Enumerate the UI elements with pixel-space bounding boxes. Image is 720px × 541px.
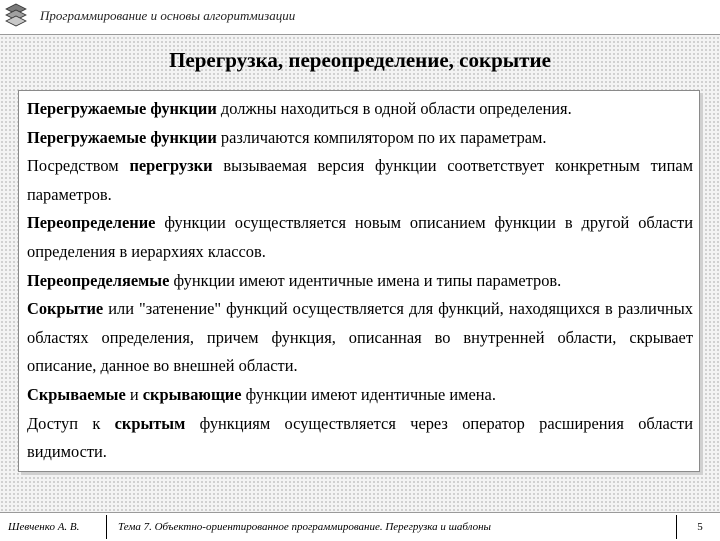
content-paragraph (27, 295, 693, 381)
content-paragraph (27, 209, 693, 266)
text-run: вызываемая версия функции соответствует конкретным типам параметров. (27, 156, 693, 204)
content-paragraph (27, 95, 693, 124)
bold-term: Переопределение (27, 213, 156, 233)
content-paragraph (27, 124, 693, 153)
content-paragraph (27, 152, 693, 209)
text-run: или "затенение" функций осуществляется для функций, находящихся в различных областях определения, причем функция, описанная во внутренней области, скрывает описание, данное во внешней области. (27, 299, 693, 376)
text-run: Посредством (27, 156, 130, 176)
bold-term: скрытым (114, 413, 186, 433)
bold-term: Скрываемые (27, 384, 126, 404)
text-run: и (125, 384, 143, 404)
bold-term: скрывающие (142, 384, 242, 404)
slide-footer (0, 512, 720, 541)
course-title: Программирование и основы алгоритмизации (40, 8, 296, 23)
content-paragraph (27, 410, 693, 467)
bold-term: перегрузки (129, 156, 213, 176)
footer-topic: Тема 7. Объектно-ориентированное программирование. Перегрузка и шаблоны (118, 521, 492, 533)
bold-term: Перегружаемые функции (27, 127, 217, 147)
footer-divider (676, 515, 677, 539)
content-paragraph (27, 267, 693, 296)
content-paragraph (27, 381, 693, 410)
footer-author: Шевченко А. В. (8, 521, 80, 533)
bold-term: Переопределяемые (27, 270, 170, 290)
slide-header (0, 0, 720, 35)
text-run: функции осуществляется новым описанием функции в другой области определения в иерархиях классов. (27, 213, 693, 261)
footer-divider (106, 515, 107, 539)
bold-term: Сокрытие (27, 299, 104, 319)
stacked-diamond-logo-icon (4, 3, 28, 29)
content-box (18, 90, 700, 472)
text-run: Доступ к (27, 413, 115, 433)
content-text (27, 95, 693, 467)
text-run: функции имеют идентичные имена и типы параметров. (169, 270, 562, 290)
text-run: функции имеют идентичные имена. (241, 384, 496, 404)
slide-title: Перегрузка, переопределение, сокрытие (169, 48, 551, 72)
text-run: различаются компилятором по их параметрам. (216, 127, 547, 147)
page-number: 5 (697, 521, 703, 533)
text-run: должны находиться в одной области определения. (216, 99, 572, 118)
text-run: функциям осуществляется через оператор расширения области видимости. (27, 413, 693, 462)
bold-term: Перегружаемые функции (27, 99, 217, 118)
